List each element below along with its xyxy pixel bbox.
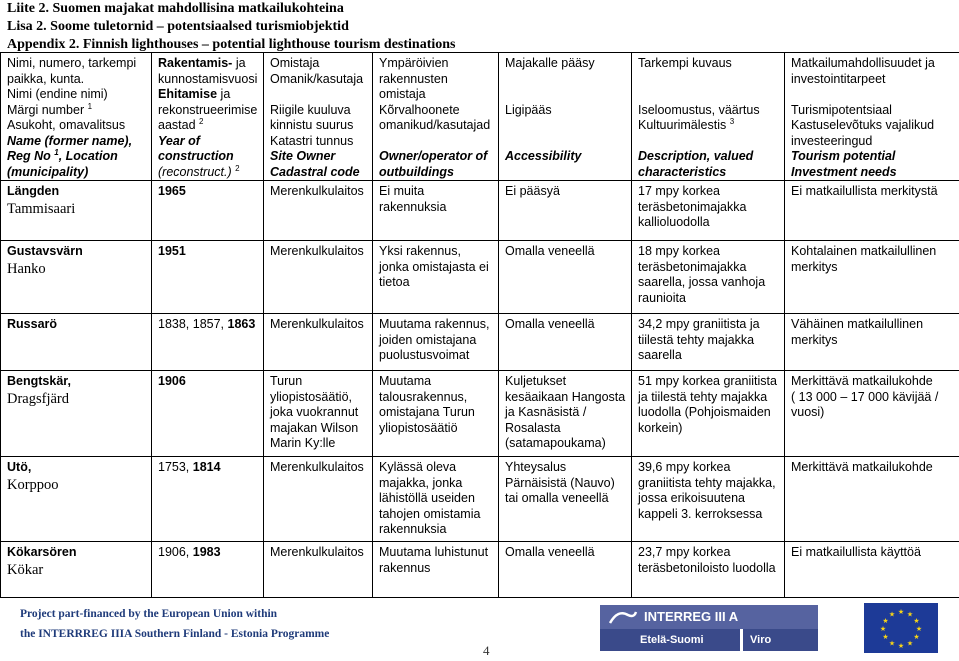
- svg-text:★: ★: [906, 610, 914, 619]
- cell-name: Kökarsören Kökar: [1, 542, 152, 598]
- svg-text:★: ★: [915, 625, 923, 633]
- svg-text:★: ★: [906, 639, 914, 648]
- header-year: Rakentamis- ja kunnostamisvuosi Ehitamise ja rekonstrueerimise aastad $^2$ Year of construction (reconstruct.) $^2$: [152, 53, 264, 181]
- cell-owner: Merenkulkulaitos: [264, 181, 373, 241]
- header-owner: Omistaja Omanik/kasutaja Riigile kuuluva kinnistu suurus Katastri tunnus Site Owner Cadastral code: [264, 53, 373, 181]
- cell-outbuildings: Muutama luhistunut rakennus: [373, 542, 499, 598]
- cell-name: Russarö: [1, 314, 152, 371]
- svg-text:★: ★: [913, 617, 920, 625]
- cell-outbuildings: Yksi rakennus, jonka omistajasta ei tietoa: [373, 241, 499, 314]
- cell-name: Gustavsvärn Hanko: [1, 241, 152, 314]
- cell-description: 39,6 mpy korkea graniitista tehty majakka, jossa erikoisuutena kappeli 3. kerroksessa: [632, 457, 785, 542]
- cell-potential: Merkittävä matkailukohde: [785, 457, 959, 542]
- header-name-location: Nimi, numero, tarkempi paikka, kunta. Nimi (endine nimi) Märgi number $^1$ Asukoht, omavalitsus Name (former name), Reg No $^1$, Location (municipality): [1, 53, 152, 181]
- cell-year: 1906: [152, 371, 264, 457]
- cell-owner: Merenkulkulaitos: [264, 314, 373, 371]
- cell-potential: Kohtalainen matkailullinen merkitys: [785, 241, 959, 314]
- cell-description: 34,2 mpy graniitista ja tiilestä tehty majakka saarella: [632, 314, 785, 371]
- cell-name: Utö, Korppoo: [1, 457, 152, 542]
- cell-access: Omalla veneellä: [499, 241, 632, 314]
- svg-text:★: ★: [897, 642, 905, 650]
- cell-owner: Merenkulkulaitos: [264, 457, 373, 542]
- header-outbuildings: Ympäröivien rakennusten omistaja Kõrvalhoonete omanikud/kasutajad Owner/operator of outbuildings: [373, 53, 499, 181]
- cell-description: 18 mpy korkea teräsbetonimajakka saarella, jossa vanhoja raunioita: [632, 241, 785, 314]
- cell-description: 51 mpy korkea graniitista ja tiilestä tehty majakka luodolla (Pohjoismaiden korkein): [632, 371, 785, 457]
- cell-description: 17 mpy korkea teräsbetonimajakka kallioluodolla: [632, 181, 785, 241]
- cell-access: Omalla veneellä: [499, 314, 632, 371]
- cell-access: Kuljetukset kesäaikaan Hangosta ja Kasnäsistä / Rosalasta (satamapoukama): [499, 371, 632, 457]
- title-estonian: Lisa 2. Soome tuletornid – potentsiaalsed turismiobjektid: [7, 19, 349, 34]
- table-row: [1, 542, 959, 598]
- title-english: Appendix 2. Finnish lighthouses – potential lighthouse tourism destinations: [7, 37, 456, 52]
- cell-access: Ei pääsyä: [499, 181, 632, 241]
- header-access: Majakalle pääsy Ligipääs Accessibility: [499, 53, 632, 181]
- page-number: 4: [483, 643, 490, 658]
- eu-flag-icon: [864, 603, 938, 653]
- svg-text:★: ★: [913, 633, 920, 641]
- cell-owner: Merenkulkulaitos: [264, 241, 373, 314]
- interreg-mark-icon: [608, 609, 638, 625]
- cell-year: 1753, 1814: [152, 457, 264, 542]
- table-row: [1, 457, 959, 542]
- header-tourism-potential: Matkailumahdollisuudet ja investointitarpeet Turismipotentsiaal Kastuselevõtuks vajalikud investeeringud Tourism potential Investment needs: [785, 53, 959, 181]
- svg-text:★: ★: [897, 608, 905, 616]
- svg-text:★: ★: [882, 617, 889, 625]
- table-row: [1, 241, 959, 314]
- cell-name: Längden Tammisaari: [1, 181, 152, 241]
- cell-potential: Ei matkailullista merkitystä: [785, 181, 959, 241]
- table-row: [1, 181, 959, 241]
- cell-potential: Merkittävä matkailukohde ( 13 000 – 17 000 kävijää / vuosi): [785, 371, 959, 457]
- cell-description: 23,7 mpy korkea teräsbetoniloisto luodolla: [632, 542, 785, 598]
- title-finnish: Liite 2. Suomen majakat mahdollisina matkailukohteina: [7, 1, 344, 16]
- svg-text:★: ★: [888, 639, 896, 648]
- footer-funding-line2: the INTERRREG IIIA Southern Finland - Estonia Programme: [20, 628, 330, 640]
- svg-text:★: ★: [888, 610, 896, 619]
- cell-year: 1951: [152, 241, 264, 314]
- cell-access: Yhteysalus Pärnäisistä (Nauvo) tai omalla veneellä: [499, 457, 632, 542]
- header-description: Tarkempi kuvaus Iseloomustus, väärtus Kultuurimälestis $^3$ Description, valued characteristics: [632, 53, 785, 181]
- cell-owner: Merenkulkulaitos: [264, 542, 373, 598]
- cell-outbuildings: Muutama rakennus, joiden omistajana puolustusvoimat: [373, 314, 499, 371]
- cell-outbuildings: Ei muita rakennuksia: [373, 181, 499, 241]
- table-header-row: [1, 53, 959, 181]
- document-titles: [7, 0, 456, 54]
- cell-name: Bengtskär, Dragsfjärd: [1, 371, 152, 457]
- svg-text:★: ★: [879, 625, 887, 633]
- table-row: [1, 371, 959, 457]
- footer-funding-line1: Project part-financed by the European Union within: [20, 608, 278, 620]
- cell-access: Omalla veneellä: [499, 542, 632, 598]
- cell-year: 1965: [152, 181, 264, 241]
- cell-potential: Vähäinen matkailullinen merkitys: [785, 314, 959, 371]
- svg-text:★: ★: [882, 633, 889, 641]
- interreg-logo: INTERREG III A Etelä-Suomi Viro: [600, 605, 818, 651]
- cell-outbuildings: Muutama talousrakennus, omistajana Turun yliopistosäätiö: [373, 371, 499, 457]
- table-row: [1, 314, 959, 371]
- cell-owner: Turun yliopistosäätiö, joka vuokrannut majakan Wilson Marin Ky:lle: [264, 371, 373, 457]
- cell-year: 1906, 1983: [152, 542, 264, 598]
- cell-potential: Ei matkailullista käyttöä: [785, 542, 959, 598]
- lighthouse-table: [0, 52, 959, 598]
- cell-outbuildings: Kylässä oleva majakka, jonka lähistöllä useiden tahojen omistamia rakennuksia: [373, 457, 499, 542]
- cell-year: 1838, 1857, 1863: [152, 314, 264, 371]
